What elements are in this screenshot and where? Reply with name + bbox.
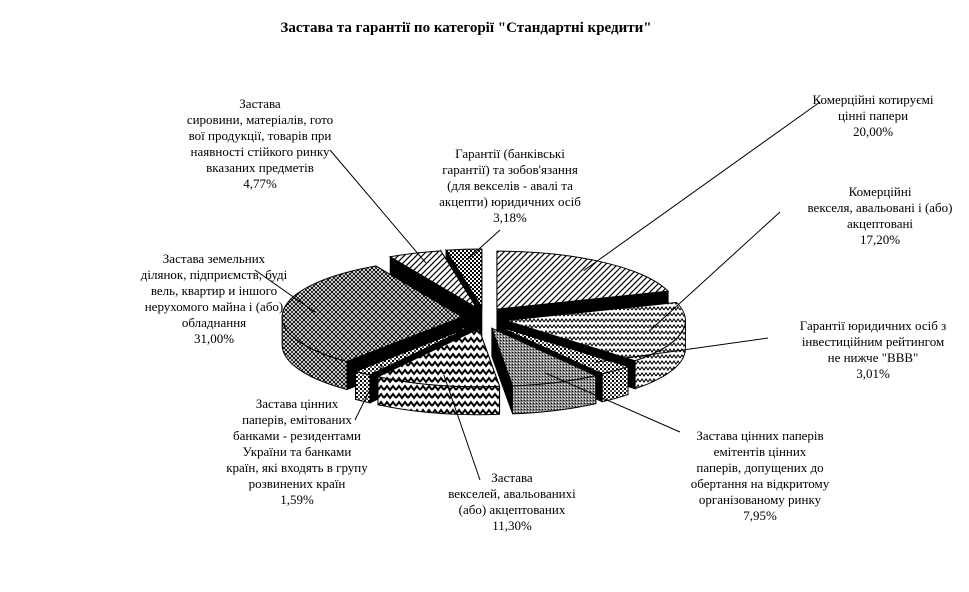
slice-label-line: паперів, емітованих	[242, 412, 352, 427]
slice-label-line: сировини, матеріалів, гото	[186, 112, 334, 127]
slice-label-line: паперів, допущених до	[696, 460, 824, 475]
leader-line	[584, 102, 820, 271]
slice-label	[141, 251, 288, 346]
chart-title: Застава та гарантії по категорії "Стандартні кредити"	[280, 20, 652, 36]
slice-label-line: векселей, авальованихі	[448, 486, 576, 501]
slice-label-line: Застава земельних	[162, 251, 266, 266]
slice-label-line: обертання на відкритому	[690, 476, 830, 491]
slice-label-line: вої продукції, товарів при	[188, 128, 332, 143]
slice-label-line: Гарантії юридичних осіб з	[799, 318, 947, 333]
slice-label	[800, 318, 947, 381]
slice-label-line: обладнання	[181, 315, 247, 330]
slice-value-label: 4,77%	[243, 176, 277, 191]
slice-label-line: акцепти) юридичних осіб	[439, 194, 581, 209]
slice-label	[448, 470, 576, 533]
slice-label-line: вказаних предметів	[206, 160, 314, 175]
leader-line	[467, 230, 500, 260]
slice-value-label: 1,59%	[280, 492, 314, 507]
slice-label-line: (або) акцептованих	[458, 502, 566, 517]
slice-label-line: (для векселів - авалі та	[447, 178, 573, 193]
leader-line	[649, 212, 780, 331]
slice-label	[691, 428, 830, 523]
slice-label	[187, 96, 333, 191]
slice-label-line: Комерційні	[848, 184, 912, 199]
slice-label-line: гарантії) та зобов'язання	[442, 162, 578, 177]
slice-label-line: наявності стійкого ринку	[190, 144, 330, 159]
slice-label-line: розвинених країн	[248, 476, 346, 491]
leader-line	[330, 150, 426, 263]
slice-label-line: нерухомого майна і (або)	[144, 299, 284, 314]
slice-label-line: Гарантії (банківські	[455, 146, 565, 161]
slice-label-line: Комерційні котируємі	[812, 92, 934, 107]
slice-label-line: організованому ринку	[698, 492, 822, 507]
slice-label-line: банками - резидентами	[233, 428, 361, 443]
slice-value-label: 11,30%	[492, 518, 532, 533]
slice-label-line: Застава	[491, 470, 533, 485]
slice-label-line: інвестиційним рейтингом	[801, 334, 945, 349]
slice-label-line: не нижче "ВВВ"	[827, 350, 919, 365]
slice-label-line: ділянок, підприємств, буді	[140, 267, 288, 282]
slice-label-line: Застава цінних	[255, 396, 339, 411]
slice-value-label: 7,95%	[743, 508, 777, 523]
slice-label-line: Застава цінних паперів	[696, 428, 824, 443]
slice-value-label: 20,00%	[852, 124, 894, 139]
slice-label	[808, 184, 953, 247]
slice-label-line: емітентів цінних	[713, 444, 807, 459]
slice-label	[813, 92, 934, 139]
slice-label	[439, 146, 581, 225]
slice-value-label: 3,18%	[493, 210, 527, 225]
slice-label-line: країн, які входять в групу	[226, 460, 368, 475]
slice-value-label: 17,20%	[859, 232, 901, 247]
slice-label-line: векселя, авальовані і (або)	[807, 200, 953, 215]
slice-label	[226, 396, 368, 507]
slice-value-label: 31,00%	[193, 331, 235, 346]
slice-label-line: акцептовані	[846, 216, 914, 231]
slice-label-line: вель, квартир и іншого	[150, 283, 278, 298]
pie-slices	[282, 249, 685, 415]
slice-value-label: 3,01%	[856, 366, 890, 381]
slice-label-line: цінні папери	[837, 108, 909, 123]
slice-label-line: України та банками	[242, 444, 352, 459]
slice-label-line: Застава	[239, 96, 281, 111]
pie-slice-rim	[356, 371, 370, 402]
